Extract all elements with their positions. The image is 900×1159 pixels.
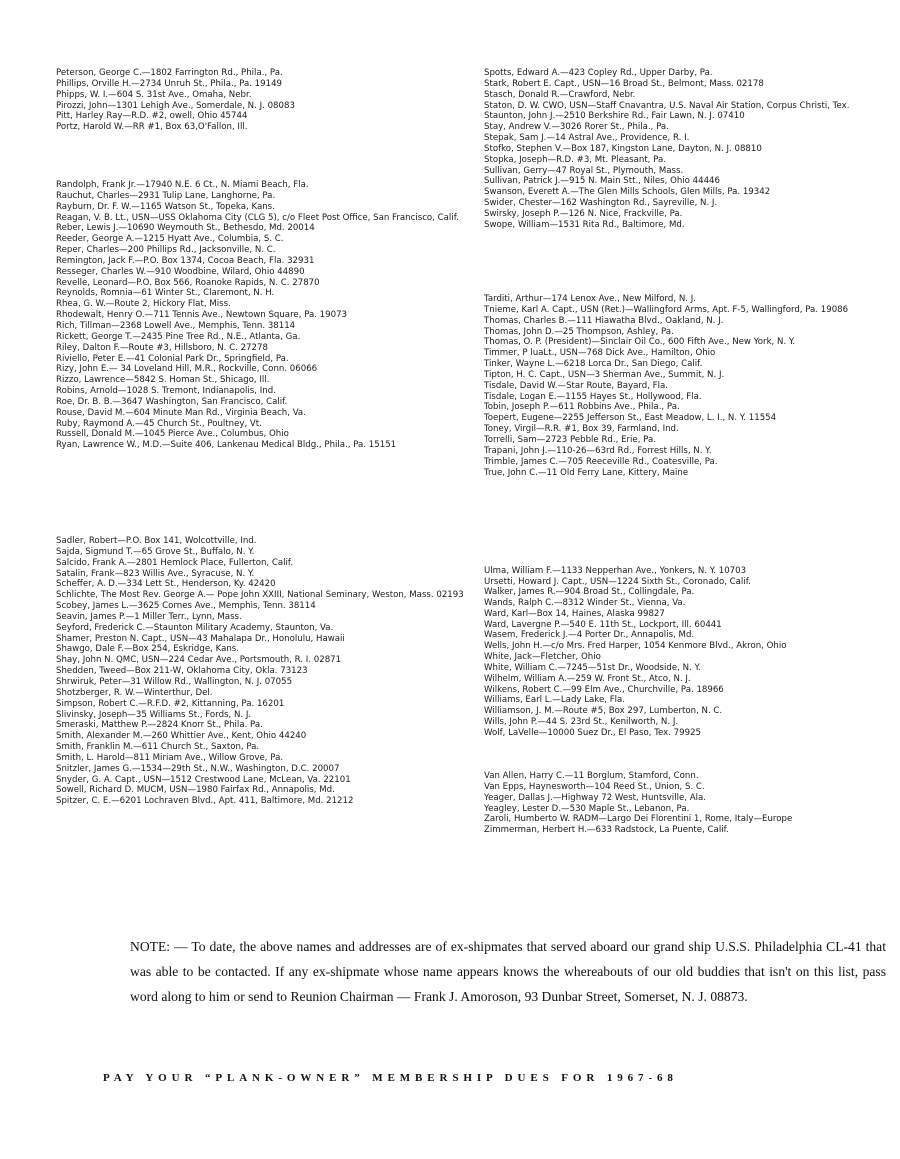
reunion-note-text: NOTE: — To date, the above names and addresses are of ex-shipmates that served aboard our grand ship U.S.S. Philadelphia CL-41 that was able to be contacted. If any ex-shipmate whose name appears knows the whereabouts of our old buddies that isn't on this list, pass word along to him or send to Reunion Chairman — Frank J. Amoroson, 93 Dunbar Street, Somerset, N. J. 08873. [130, 939, 886, 1004]
address-entry: Remington, Jack F.—P.O. Box 1374, Cocoa Beach, Fla. 32931 [56, 255, 315, 266]
address-entry: Ursetti, Howard J. Capt., USN—1224 Sixth St., Coronado, Calif. [484, 576, 751, 587]
address-entry: True, John C.—11 Old Ferry Lane, Kittery, Maine [484, 467, 689, 478]
address-entry: Shay, John N. QMC, USN—224 Cedar Ave., Portsmouth, R. I. 02871 [56, 655, 342, 666]
address-entry: Williams, Earl L.—Lady Lake, Fla. [484, 695, 626, 706]
address-entry: Tinker, Wayne L.—6218 Lorca Dr., San Diego, Calif. [484, 359, 703, 370]
address-entry: Resseger, Charles W.—910 Woodbine, Wilard, Ohio 44890 [56, 266, 305, 277]
address-entry: Swanson, Everett A.—The Glen Mills Schools, Glen Mills, Pa. 19342 [484, 187, 771, 198]
address-group [56, 180, 476, 451]
address-entry: Torrelli, Sam—2723 Pebble Rd., Erie, Pa. [484, 434, 656, 445]
address-entry: Snitzler, James G.—1534—29th St., N.W., Washington, D.C. 20007 [56, 763, 340, 774]
address-entry: Reber, Lewis J.—10690 Weymouth St., Bethesdo, Md. 20014 [56, 223, 315, 234]
address-entry: Ulma, William F.—1133 Nepperhan Ave., Yonkers, N. Y. 10703 [484, 566, 747, 576]
address-entry: Reper, Charles—200 Phillips Rd., Jacksonville, N. C. [56, 245, 276, 256]
address-entry: Shedden, Tweed—Box 211-W, Oklahoma City, Okla. 73123 [56, 666, 308, 677]
address-entry: White, Jack—Fletcher, Ohio [484, 652, 601, 663]
address-entry: Trimble, James C.—705 Reeceville Rd., Coatesville, Pa. [484, 456, 718, 467]
address-entry: Rhodewalt, Henry O.—711 Tennis Ave., Newtown Square, Pa. 19073 [56, 310, 348, 321]
address-entry: Toepert, Eugene—2255 Jefferson St., East Meadow, L. I., N. Y. 11554 [484, 413, 777, 424]
address-entry: Seavin, James P.—1 Miller Terr., Lynn, Mass. [56, 611, 242, 622]
address-entry: Sullivan, Patrick J.—915 N. Main Stt., Niles, Ohio 44446 [484, 176, 720, 187]
address-group [484, 771, 886, 836]
address-entry: Pirozzi, John—1301 Lehigh Ave., Somerdale, N. J. 08083 [56, 100, 295, 111]
address-entry: Scobey, James L.—3625 Cornes Ave., Memphis, Tenn. 38114 [56, 601, 316, 612]
address-entry: Phipps, W. I.—604 S. 31st Ave., Omaha, Nebr. [56, 89, 252, 100]
address-entry: Stopka, Joseph—R.D. #3, Mt. Pleasant, Pa. [484, 154, 666, 165]
address-entry: Robins, Arnold—1028 S. Tremont, Indianapolis, Ind. [56, 386, 276, 397]
address-entry: Yeagley, Lester D.—530 Maple St., Lebanon, Pa. [484, 803, 690, 814]
address-entry: Ward, Karl—Box 14, Haines, Alaska 99827 [484, 608, 665, 619]
address-entry: Tipton, H. C. Capt., USN—3 Sherman Ave., Summit, N. J. [484, 369, 725, 380]
address-entry: Zimmerman, Herbert H.—633 Radstock, La Puente, Calif. [484, 825, 729, 836]
address-entry: Wilkens, Robert C.—99 Elm Ave., Churchville, Pa. 18966 [484, 684, 724, 695]
address-entry: Shotzberger, R. W.—Winterthur, Del. [56, 687, 213, 698]
address-entry: Rich, Tillman—2368 Lowell Ave., Memphis, Tenn. 38114 [56, 320, 296, 331]
address-entry: Schlichte, The Most Rev. George A.— Pope John XXIII, National Seminary, Weston, Mass. 02193 [56, 590, 464, 601]
address-entry: Smith, L. Harold—811 Miriam Ave., Willow Grove, Pa. [56, 752, 284, 763]
address-entry: Sullivan, Gerry—47 Royal St., Plymouth, Mass. [484, 165, 684, 176]
address-entry: Shrwiruk, Peter—31 Willow Rd., Wallington, N. J. 07055 [56, 676, 293, 687]
address-entry: Reeder, George A.—1215 Hyatt Ave., Columbia, S. C. [56, 234, 284, 245]
address-entry: Ruby, Raymond A.—45 Church St., Poultney, Vt. [56, 418, 262, 429]
address-entry: Swope, William—1531 Rita Rd., Baltimore, Md. [484, 219, 685, 230]
address-entry: Simpson, Robert C.—R.F.D. #2, Kittanning, Pa. 16201 [56, 698, 285, 709]
address-entry: Roe, Dr. B. B.—3647 Washington, San Francisco, Calif. [56, 396, 288, 407]
address-entry: Smeraski, Matthew P.—2824 Knorr St., Phila. Pa. [56, 720, 263, 731]
address-entry: Tarditi, Arthur—174 Lenox Ave., New Milford, N. J. [484, 294, 697, 304]
address-entry: Rickett, George T.—2435 Pine Tree Rd., N.E., Atlanta, Ga. [56, 331, 301, 342]
address-entry: Van Epps, Haynesworth—104 Reed St., Union, S. C. [484, 781, 705, 792]
address-entry: Reagan, V. B. Lt., USN—USS Oklahoma City (CLG 5), c/o Fleet Post Office, San Francisco, Calif. [56, 212, 459, 223]
address-entry: Smith, Franklin M.—611 Church St., Saxton, Pa. [56, 742, 260, 753]
address-group [484, 566, 886, 588]
address-entry: Ward, Lavergne P.—540 E. 11th St., Lockport, Ill. 60441 [484, 619, 722, 630]
address-entry: Stepak, Sam J.—14 Astral Ave., Providence, R. I. [484, 133, 690, 144]
address-entry: Walker, James R.—904 Broad St., Collingdale, Pa. [484, 587, 695, 597]
address-entry: Rauchut, Charles—2931 Tulip Lane, Langhorne, Pa. [56, 190, 276, 201]
address-entry: Williamson, J. M.—Route #5, Box 297, Lumberton, N. C. [484, 706, 723, 717]
address-entry: Spitzer, C. E.—6201 Lochraven Blvd., Apt. 411, Baltimore, Md. 21212 [56, 796, 354, 807]
address-entry: White, William C.—7245—51st Dr., Woodside, N. Y. [484, 662, 701, 673]
address-entry: Wells, John H.—c/o Mrs. Fred Harper, 1054 Kenmore Blvd., Akron, Ohio [484, 641, 787, 652]
address-entry: Van Allen, Harry C.—11 Borglum, Stamford, Conn. [484, 771, 699, 781]
address-entry: Pitt, Harley Ray—R.D. #2, owell, Ohio 45744 [56, 111, 248, 122]
address-entry: Rouse, David M.—604 Minute Man Rd., Virginia Beach, Va. [56, 407, 306, 418]
address-entry: Spotts, Edward A.—423 Copley Rd., Upper Darby, Pa. [484, 68, 713, 78]
address-entry: Thomas, John D.—25 Thompson, Ashley, Pa. [484, 326, 674, 337]
address-entry: Seyford, Frederick C.—Staunton Military Academy, Staunton, Va. [56, 622, 334, 633]
address-entry: Reynolds, Romnia—61 Winter St., Claremont, N. H. [56, 288, 275, 299]
address-entry: Trapani, John J.—110-26—63rd Rd., Forrest Hills, N. Y. [484, 445, 712, 456]
address-entry: Scheffer, A. D.—334 Lett St., Henderson, Ky. 42420 [56, 579, 276, 590]
address-entry: Slivinsky, Joseph—35 Williams St., Fords, N. J. [56, 709, 252, 720]
address-entry: Rizzo, Lawrence—5842 S. Homan St., Shicago, Ill. [56, 375, 270, 386]
reunion-note [130, 934, 886, 1009]
address-group [56, 536, 476, 807]
address-entry: Peterson, George C.—1802 Farrington Rd., Phila., Pa. [56, 68, 283, 78]
address-entry: Russell, Donald M.—1045 Pierce Ave., Columbus, Ohio [56, 429, 289, 440]
address-entry: Stofko, Stephen V.—Box 187, Kingston Lane, Dayton, N. J. 08810 [484, 143, 762, 154]
address-group [484, 294, 886, 478]
address-entry: Shawgo, Dale F.—Box 254, Eskridge, Kans. [56, 644, 239, 655]
address-entry: Staton, D. W. CWO, USN—Staff Cnavantra, U.S. Naval Air Station, Corpus Christi, Tex. [484, 100, 850, 111]
address-entry: Stasch, Donald R.—Crawford, Nebr. [484, 89, 636, 100]
address-entry: Rizy, John E.— 34 Loveland Hill, M.R., Rockville, Conn. 06066 [56, 364, 318, 375]
address-entry: Wasem, Frederick J.—4 Porter Dr., Annapolis, Md. [484, 630, 695, 641]
address-group [484, 68, 886, 231]
address-entry: Swirsky, Joseph P.—126 N. Nice, Frackville, Pa. [484, 208, 683, 219]
address-group [56, 68, 476, 133]
address-entry: Salcido, Frank A.—2801 Hemlock Place, Fullerton, Calif. [56, 557, 294, 568]
address-entry: Snyder, G. A. Capt., USN—1512 Crestwood Lane, McLean, Va. 22101 [56, 774, 351, 785]
address-entry: Wills, John P.—44 S. 23rd St., Kenilworth, N. J. [484, 717, 679, 728]
address-entry: Stark, Robert E. Capt., USN—16 Broad St., Belmont, Mass. 02178 [484, 78, 764, 89]
address-group [484, 587, 886, 739]
address-entry: Sadler, Robert—P.O. Box 141, Wolcottville, Ind. [56, 536, 257, 546]
address-entry: Riley, Dalton F.—Route #3, Hillsboro, N. C. 27278 [56, 342, 268, 353]
address-entry: Sowell, Richard D. MUCM, USN—1980 Fairfax Rd., Annapolis, Md. [56, 785, 335, 796]
address-entry: Stay, Andrew V.—3026 Rorer St., Phila., Pa. [484, 122, 669, 133]
address-entry: Sajda, Sigmund T.—65 Grove St., Buffalo, N. Y. [56, 546, 255, 557]
address-entry: Tnieme, Karl A. Capt., USN (Ret.)—Wallingford Arms, Apt. F-5, Wallingford, Pa. 19086 [484, 304, 849, 315]
address-entry: Rayburn, Dr. F. W.—1165 Watson St., Topeka, Kans. [56, 201, 275, 212]
address-entry: Shamer, Preston N. Capt., USN—43 Mahalapa Dr., Honolulu, Hawaii [56, 633, 345, 644]
address-entry: Tobin, Joseph P.—611 Robbins Ave., Phila., Pa. [484, 402, 680, 413]
address-entry: Yeager, Dallas J.—Highway 72 West, Huntsville, Ala. [484, 792, 706, 803]
address-entry: Wolf, LaVelle—10000 Suez Dr., El Paso, Tex. 79925 [484, 727, 702, 738]
address-entry: Toney, Virgil—R.R. #1, Box 39, Farmland, Ind. [484, 424, 679, 435]
address-entry: Ryan, Lawrence W., M.D.—Suite 406, Lankenau Medical Bldg., Phila., Pa. 15151 [56, 440, 397, 451]
address-entry: Randolph, Frank Jr.—17940 N.E. 6 Ct., N. Miami Beach, Fla. [56, 180, 309, 190]
address-entry: Wilhelm, William A.—259 W. Front St., Atco, N. J. [484, 673, 691, 684]
address-entry: Phillips, Orville H.—2734 Unruh St., Phila., Pa. 19149 [56, 78, 283, 89]
address-entry: Rhea, G. W.—Route 2, Hickory Flat, Miss. [56, 299, 231, 310]
address-entry: Satalin, Frank—823 Willis Ave., Syracuse, N. Y. [56, 568, 255, 579]
address-entry: Riviello, Peter E.—41 Colonial Park Dr., Springfield, Pa. [56, 353, 289, 364]
address-entry: Zaroli, Humberto W. RADM—Largo Dei Florentini 1, Rome, Italy—Europe [484, 814, 793, 825]
address-entry: Portz, Harold W.—RR #1, Box 63,O'Fallon, Ill. [56, 122, 248, 133]
address-entry: Tisdale, David W.—Star Route, Bayard, Fla. [484, 380, 668, 391]
address-entry: Thomas, Charles B.—111 Hiawatha Blvd., Oakland, N. J. [484, 315, 724, 326]
membership-dues-banner: PAY YOUR “PLANK-OWNER” MEMBERSHIP DUES FOR 1967-68 [103, 1072, 678, 1084]
address-entry: Thomas, O. P. (President)—Sinclair Oil Co., 600 Fifth Ave., New York, N. Y. [484, 337, 796, 348]
address-entry: Swider, Chester—162 Washington Rd., Sayreville, N. J. [484, 198, 718, 209]
address-entry: Revelle, Leonard—P.O. Box 566, Roanoke Rapids, N. C. 27870 [56, 277, 320, 288]
address-entry: Staunton, John J.—2510 Berkshire Rd., Fair Lawn, N. J. 07410 [484, 111, 745, 122]
address-entry: Tisdale, Logan E.—1155 Hayes St., Hollywood, Fla. [484, 391, 702, 402]
address-entry: Smith, Alexander M.—260 Whittier Ave., Kent, Ohio 44240 [56, 731, 307, 742]
address-entry: Timmer, P luaLt., USN—768 Dick Ave., Hamilton, Ohio [484, 348, 716, 359]
address-entry: Wands, Ralph C.—8312 Winder St., Vienna, Va. [484, 597, 686, 608]
